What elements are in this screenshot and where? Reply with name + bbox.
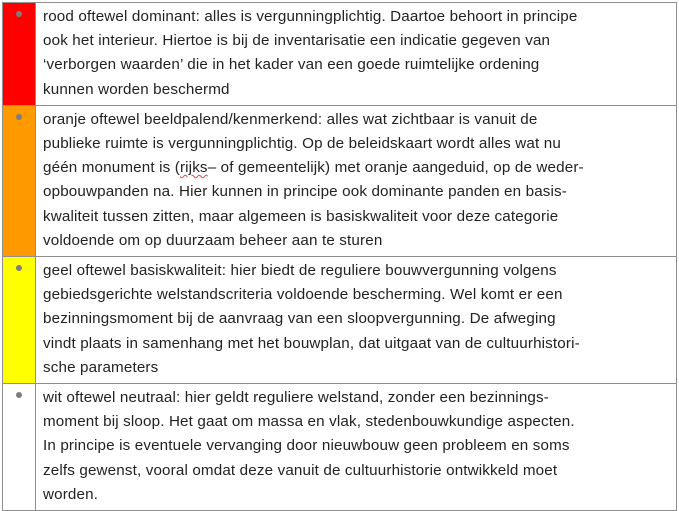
text-segment: géén monument is ( — [43, 159, 180, 177]
text-line: ook het interieur. Hiertoe is bij de inventarisatie een indicatie gegeven van — [43, 32, 551, 50]
text-line: oranje oftewel beeldpalend/kenmerkend: alles wat zichtbaar is vanuit de — [43, 110, 538, 128]
text-line: rood oftewel dominant: alles is vergunningplichtig. Daartoe behoort in principe — [43, 8, 578, 25]
bullet-icon — [16, 114, 22, 120]
text-segment: – of gemeentelijk) met oranje aangeduid, op de weder- — [207, 159, 584, 177]
color-swatch-yellow — [3, 257, 36, 384]
text-line: geel oftewel basiskwaliteit: hier biedt de reguliere bouwvergunning volgens — [43, 262, 557, 280]
table-row-orange — [3, 105, 677, 256]
text-line: zelfs gewenst, vooral omdat deze vanuit de cultuurhistorie ontwikkeld moet — [43, 461, 558, 479]
table-row-yellow — [3, 257, 677, 384]
text-line: vindt plaats in samenhang met het bouwplan, dat uitgaat van de cultuurhistori- — [43, 334, 580, 352]
text-line: opbouwpanden na. Hier kunnen in principe ook dominante panden en basis- — [43, 183, 568, 201]
spellcheck-flagged-word: rijks — [179, 159, 208, 177]
text-line: sche parameters — [43, 358, 159, 376]
text-line: moment bij sloop. Het gaat om massa en vlak, stedenbouwkundige aspecten. — [43, 413, 575, 431]
text-line: kwaliteit tussen zitten, maar algemeen is basiskwaliteit voor deze categorie — [43, 207, 559, 225]
text-line: gebiedsgerichte welstandscriteria voldoende bescherming. Wel komt er een — [43, 286, 563, 304]
text-line: worden. — [43, 485, 99, 503]
color-swatch-orange — [3, 105, 36, 256]
table-row-red — [3, 3, 677, 106]
text-line: kunnen worden beschermd — [43, 80, 230, 98]
category-description-orange — [36, 105, 677, 256]
bullet-icon — [16, 265, 22, 271]
text-line: ‘verborgen waarden’ die in het kader van een goede ruimtelijke ordening — [43, 56, 540, 74]
category-table — [2, 2, 677, 511]
text-line: voldoende om op duurzaam beheer aan te sturen — [43, 231, 383, 249]
category-description-yellow — [36, 257, 677, 384]
color-swatch-red — [3, 3, 36, 106]
bullet-icon — [16, 11, 22, 17]
bullet-icon — [16, 392, 22, 398]
text-line: bezinningsmoment bij de aanvraag van een sloopvergunning. De afweging — [43, 310, 556, 328]
category-description-red — [36, 3, 677, 106]
text-line: In principe is eventuele vervanging door nieuwbouw geen probleem en soms — [43, 437, 570, 455]
text-line — [43, 156, 670, 180]
text-line: wit oftewel neutraal: hier geldt reguliere welstand, zonder een bezinnings- — [43, 389, 549, 407]
text-line: publieke ruimte is vergunningplichtig. Op de beleidskaart wordt alles wat nu — [43, 135, 561, 153]
